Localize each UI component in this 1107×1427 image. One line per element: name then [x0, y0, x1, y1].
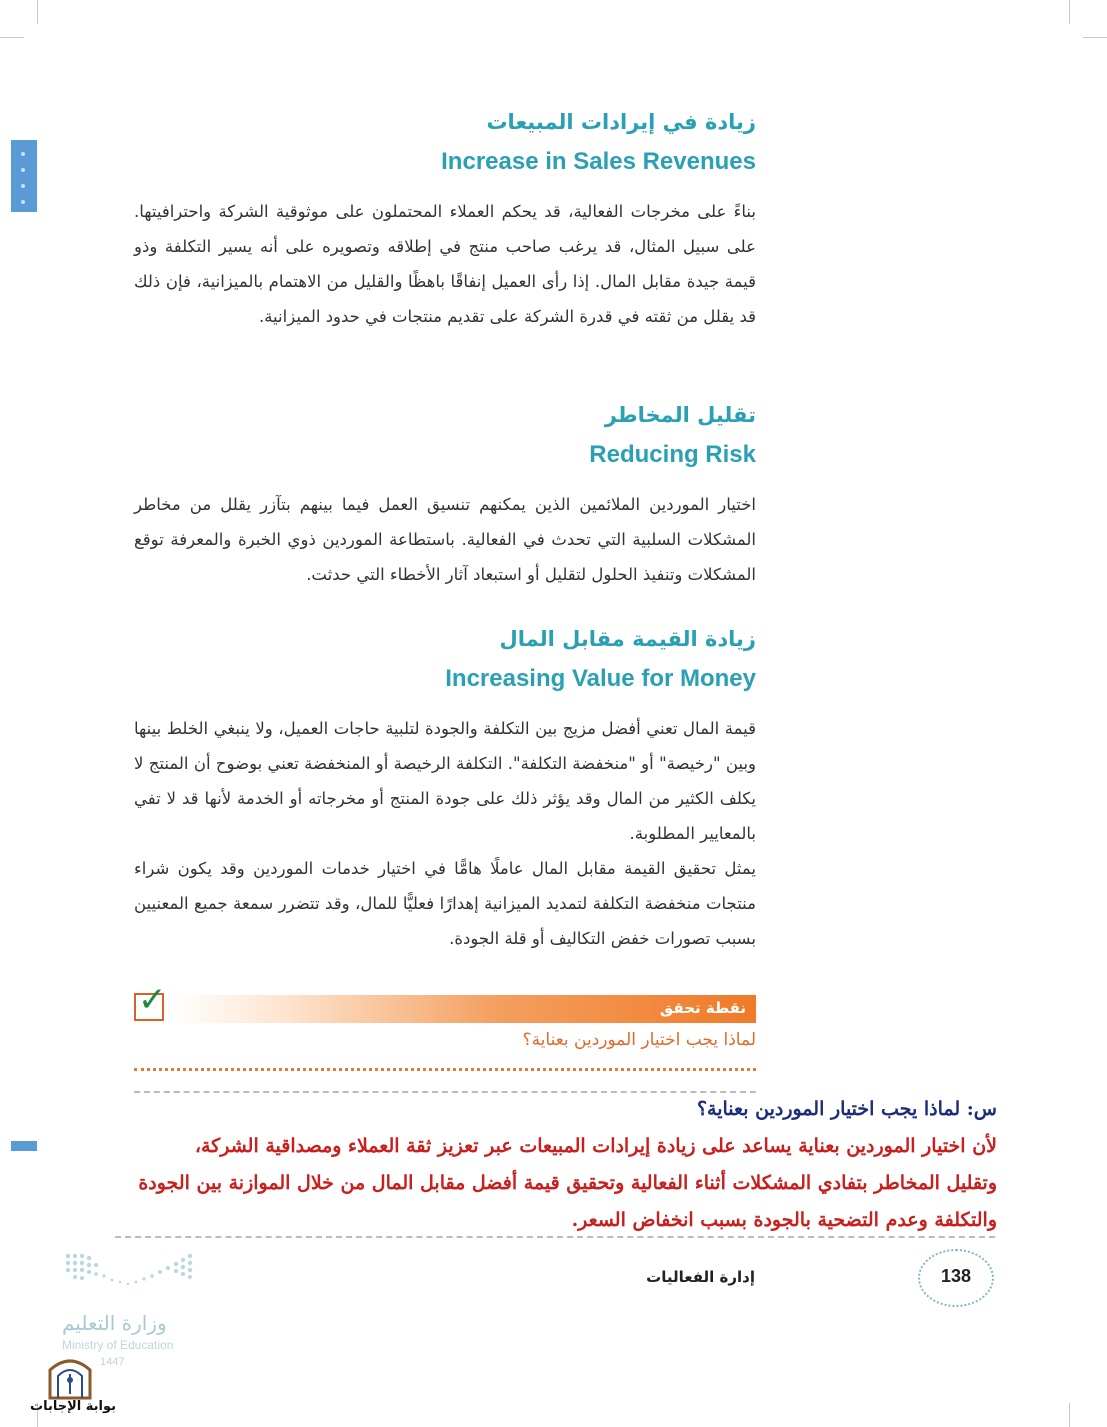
section-3-paragraph-2: يمثل تحقيق القيمة مقابل المال عاملًا هامًّا في اختيار خدمات الموردين وقد يكون شراء منتجات منخفضة التكلفة لتمديد الميزانية إهدارًا فعليًّا للمال، وقد تتضرر سمعة جميع المعنيين بسبب تصورات خفض التكاليف أو قلة الجودة. — [134, 859, 756, 948]
ministry-name-ar: وزارة التعليم — [62, 1311, 167, 1335]
answer-dotted-line — [134, 1068, 756, 1071]
crop-mark — [1069, 1403, 1070, 1427]
page-number: 138 — [940, 1266, 972, 1286]
crop-mark — [1083, 37, 1107, 38]
ministry-name-en: Ministry of Education — [62, 1338, 174, 1352]
section-3-paragraph-1: قيمة المال تعني أفضل مزيج بين التكلفة والجودة لتلبية حاجات العميل، ولا ينبغي الخلط بينها وبين "رخيصة" أو "منخفضة التكلفة". التكلفة الرخيصة أو المنخفضة تعني بوضوح أن المنتج لا يكلف الكثير من المال وقد يؤثر ذلك على جودة المنتج أو مخرجاته أو الخدمة لأنها قد لا تفي بالمعايير المطلوبة. — [134, 719, 756, 843]
section-3-title-ar: زيادة القيمة مقابل المال — [499, 627, 756, 651]
chapter-title: إدارة الفعاليات — [646, 1268, 755, 1286]
answer-question: س: لماذا يجب اختيار الموردين بعناية؟ — [696, 1098, 997, 1120]
section-2-title-en: Reducing Risk — [589, 441, 756, 468]
answer-line-2: وتقليل المخاطر بتفادي المشكلات أثناء الفعالية وتحقيق قيمة أفضل مقابل المال من خلال الموازنة بين الجودة — [138, 1172, 997, 1194]
side-tab-dots — [21, 152, 25, 216]
checkmark-icon: ✓ — [138, 980, 167, 1020]
checkpoint-question: لماذا يجب اختيار الموردين بعناية؟ — [522, 1030, 756, 1050]
checkpoint-bar — [174, 995, 756, 1023]
crop-mark — [1069, 0, 1070, 24]
ministry-year: 1447 — [100, 1356, 125, 1368]
portal-name: بوابة الإجابات — [30, 1399, 116, 1414]
section-2-title-ar: تقليل المخاطر — [604, 403, 756, 427]
checkpoint-title: نقطة تحقق — [659, 999, 746, 1017]
section-1-title-ar: زيادة في إيرادات المبيعات — [486, 110, 756, 134]
section-1-title-en: Increase in Sales Revenues — [441, 148, 756, 175]
crop-mark — [37, 0, 38, 24]
side-tab-lower — [11, 1141, 37, 1151]
answer-block — [107, 1091, 997, 1239]
crop-mark — [0, 37, 24, 38]
section-3-title-en: Increasing Value for Money — [445, 665, 756, 692]
section-2-paragraph: اختيار الموردين الملائمين الذين يمكنهم تنسيق العمل فيما بينهم بتآزر يقلل من مخاطر المشكلات السلبية التي تحدث في الفعالية. باستطاعة الموردين ذوي الخبرة والمعرفة توقع المشكلات وتنفيذ الحلول لتقليل أو استبعاد آثار الأخطاء التي حدثت. — [134, 495, 756, 584]
ministry-logo-icon — [64, 1252, 196, 1292]
answer-line-1: لأن اختيار الموردين بعناية يساعد على زيادة إيرادات المبيعات عبر تعزيز ثقة العملاء ومصداقية الشركة، — [194, 1135, 997, 1157]
answer-line-3: والتكلفة وعدم التضحية بالجودة بسبب انخفاض السعر. — [571, 1209, 997, 1231]
section-1-paragraph: بناءً على مخرجات الفعالية، قد يحكم العملاء المحتملون على موثوقية الشركة واحترافيتها. على سبيل المثال، قد يرغب صاحب منتج في إطلاقه وتصويره على أنه يسير التكلفة وذو قيمة جيدة مقابل المال. إذا رأى العميل إنفاقًا باهظًا والقليل من الاهتمام بالميزانية، فإن ذلك قد يقلل من ثقته في قدرة الشركة على تقديم منتجات في حدود الميزانية. — [134, 202, 756, 326]
answer-dashed-line — [115, 1236, 995, 1238]
